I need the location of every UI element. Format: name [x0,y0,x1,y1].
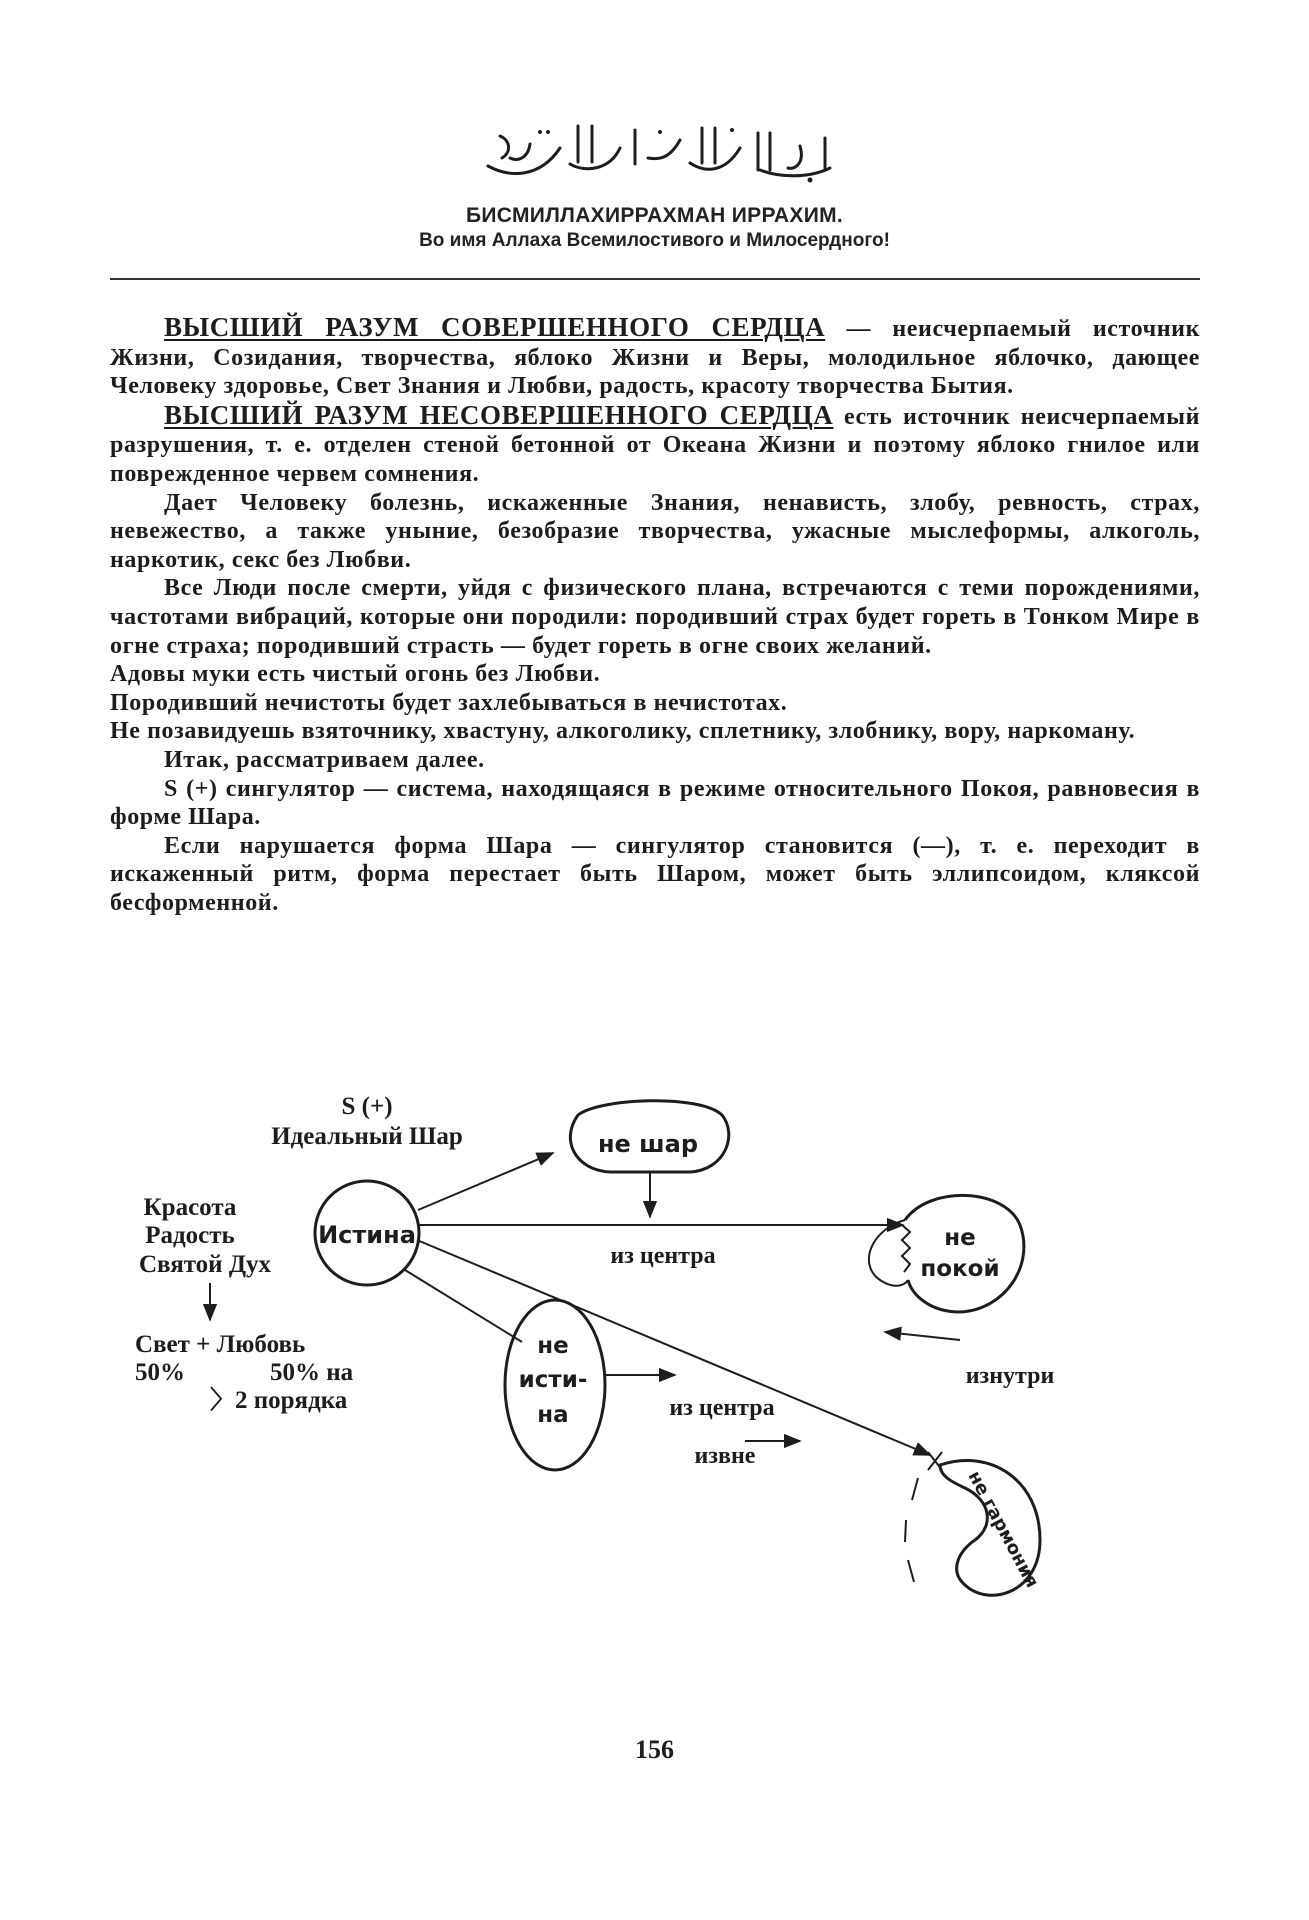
not-peace-shape [905,1195,1024,1312]
paragraph: Все Люди после смерти, уйдя с физического плана, встречаются с теми порождениями, частотами вибраций, которые они породили: породивший страх будет гореть в Тонком Мире в огне страха; породивший страсть — будет гореть в огне своих желаний. [110,575,1200,659]
from-inside-arrow [885,1332,960,1340]
main-text [110,313,1200,917]
not-peace-label-1: не [944,1225,976,1251]
transliteration: БИСМИЛЛАХИРРАХМАН ИРРАХИМ. [465,204,844,227]
paragraph-perfect-heart [110,313,1200,401]
not-truth-label-3: на [537,1402,569,1428]
truth-label: Истина [318,1221,416,1249]
not-peace-wave [902,1225,910,1272]
from-center-label: из центра [610,1243,716,1269]
paragraph: Дает Человеку болезнь, искаженные Знания, ненависть, злобу, ревность, страх, невежество, а также уныние, безобразие творчества, ужасные мыслеформы, алкоголь, наркотик, секс без Любви. [110,489,1200,573]
heading-perfect-heart: ВЫСШИЙ РАЗУМ СОВЕРШЕННОГО СЕРДЦА [164,312,826,342]
not-harmony-label: не гармония [963,1467,1043,1592]
arrow-to-not-sphere [418,1153,553,1210]
ideal-sphere-label: Идеальный Шар [271,1123,463,1150]
cross-mark [928,1452,942,1470]
paragraph: Не позавидуешь взяточнику, хвастуну, алкоголику, сплетнику, злобнику, вору, наркоману. [110,718,1136,745]
not-peace-label-2: покой [920,1256,1000,1282]
arabic-calligraphy-icon [470,118,850,186]
not-sphere-label: не шар [597,1130,699,1158]
from-inside-label: изнутри [965,1363,1055,1389]
arrow-to-not-harmony [417,1240,930,1455]
from-center-2-label: из центра [669,1395,775,1421]
not-truth-label-1: не [537,1333,569,1359]
paragraph: Итак, рассматриваем далее. [164,746,485,773]
translation: Во имя Аллаха Всемилостивого и Милосердного! [419,230,890,251]
quality-joy: Радость [145,1222,235,1249]
quality-holy-spirit: Святой Дух [138,1251,272,1278]
not-peace-bulge [869,1220,908,1286]
s-plus-label: S (+) [341,1093,393,1120]
paragraph-imperfect-heart [110,401,1200,489]
arrow-to-not-truth [405,1270,522,1342]
paragraph-text: — неисчерпаемый источник Жизни, Созидания, творчества, яблоко Жизни и Веры, молодильное яблочко, дающее Человеку здоровье, Свет Знания и Любви, радость, красоту творчества Бытия. [110,316,1200,400]
paragraph: Если нарушается форма Шара — сингулятор становится (—), т. е. переходит в искаженный ритм, форма перестает быть Шаром, может быть эллипсоидом, кляксой бесформенной. [110,832,1200,916]
percent-right: 50% на [270,1359,354,1386]
heading-imperfect-heart: ВЫСШИЙ РАЗУМ НЕСОВЕРШЕННОГО СЕРДЦА [164,399,834,430]
paragraph: Породивший нечистоты будет захлебываться в нечистотах. [110,689,788,716]
page-number: 156 [635,1735,674,1764]
diagram-canvas [0,1080,1309,1600]
percent-left: 50% [135,1359,185,1386]
paragraph-text: есть источник неисчерпаемый разрушения, т. е. отделен стеной бетонной от Океана Жизни и поэтому яблоко гнилое или поврежденное червем сомнения. [110,403,1200,487]
light-love-label: Свет + Любовь [135,1331,306,1358]
paragraph: Адовы муки есть чистый огонь без Любви. [110,661,601,688]
divider [110,278,1200,280]
order-label: 〉2 порядка [210,1387,348,1414]
not-harmony-dashes [905,1478,918,1582]
bismillah-calligraphy [470,118,850,186]
paragraph: S (+) сингулятор — система, находящаяся в режиме относительного Покоя, равновесия в форме Шара. [110,775,1200,831]
from-outside-label: извне [694,1443,756,1469]
quality-beauty: Красота [143,1194,237,1221]
singulator-diagram [0,1080,1309,1600]
not-truth-label-2: исти- [518,1367,588,1393]
